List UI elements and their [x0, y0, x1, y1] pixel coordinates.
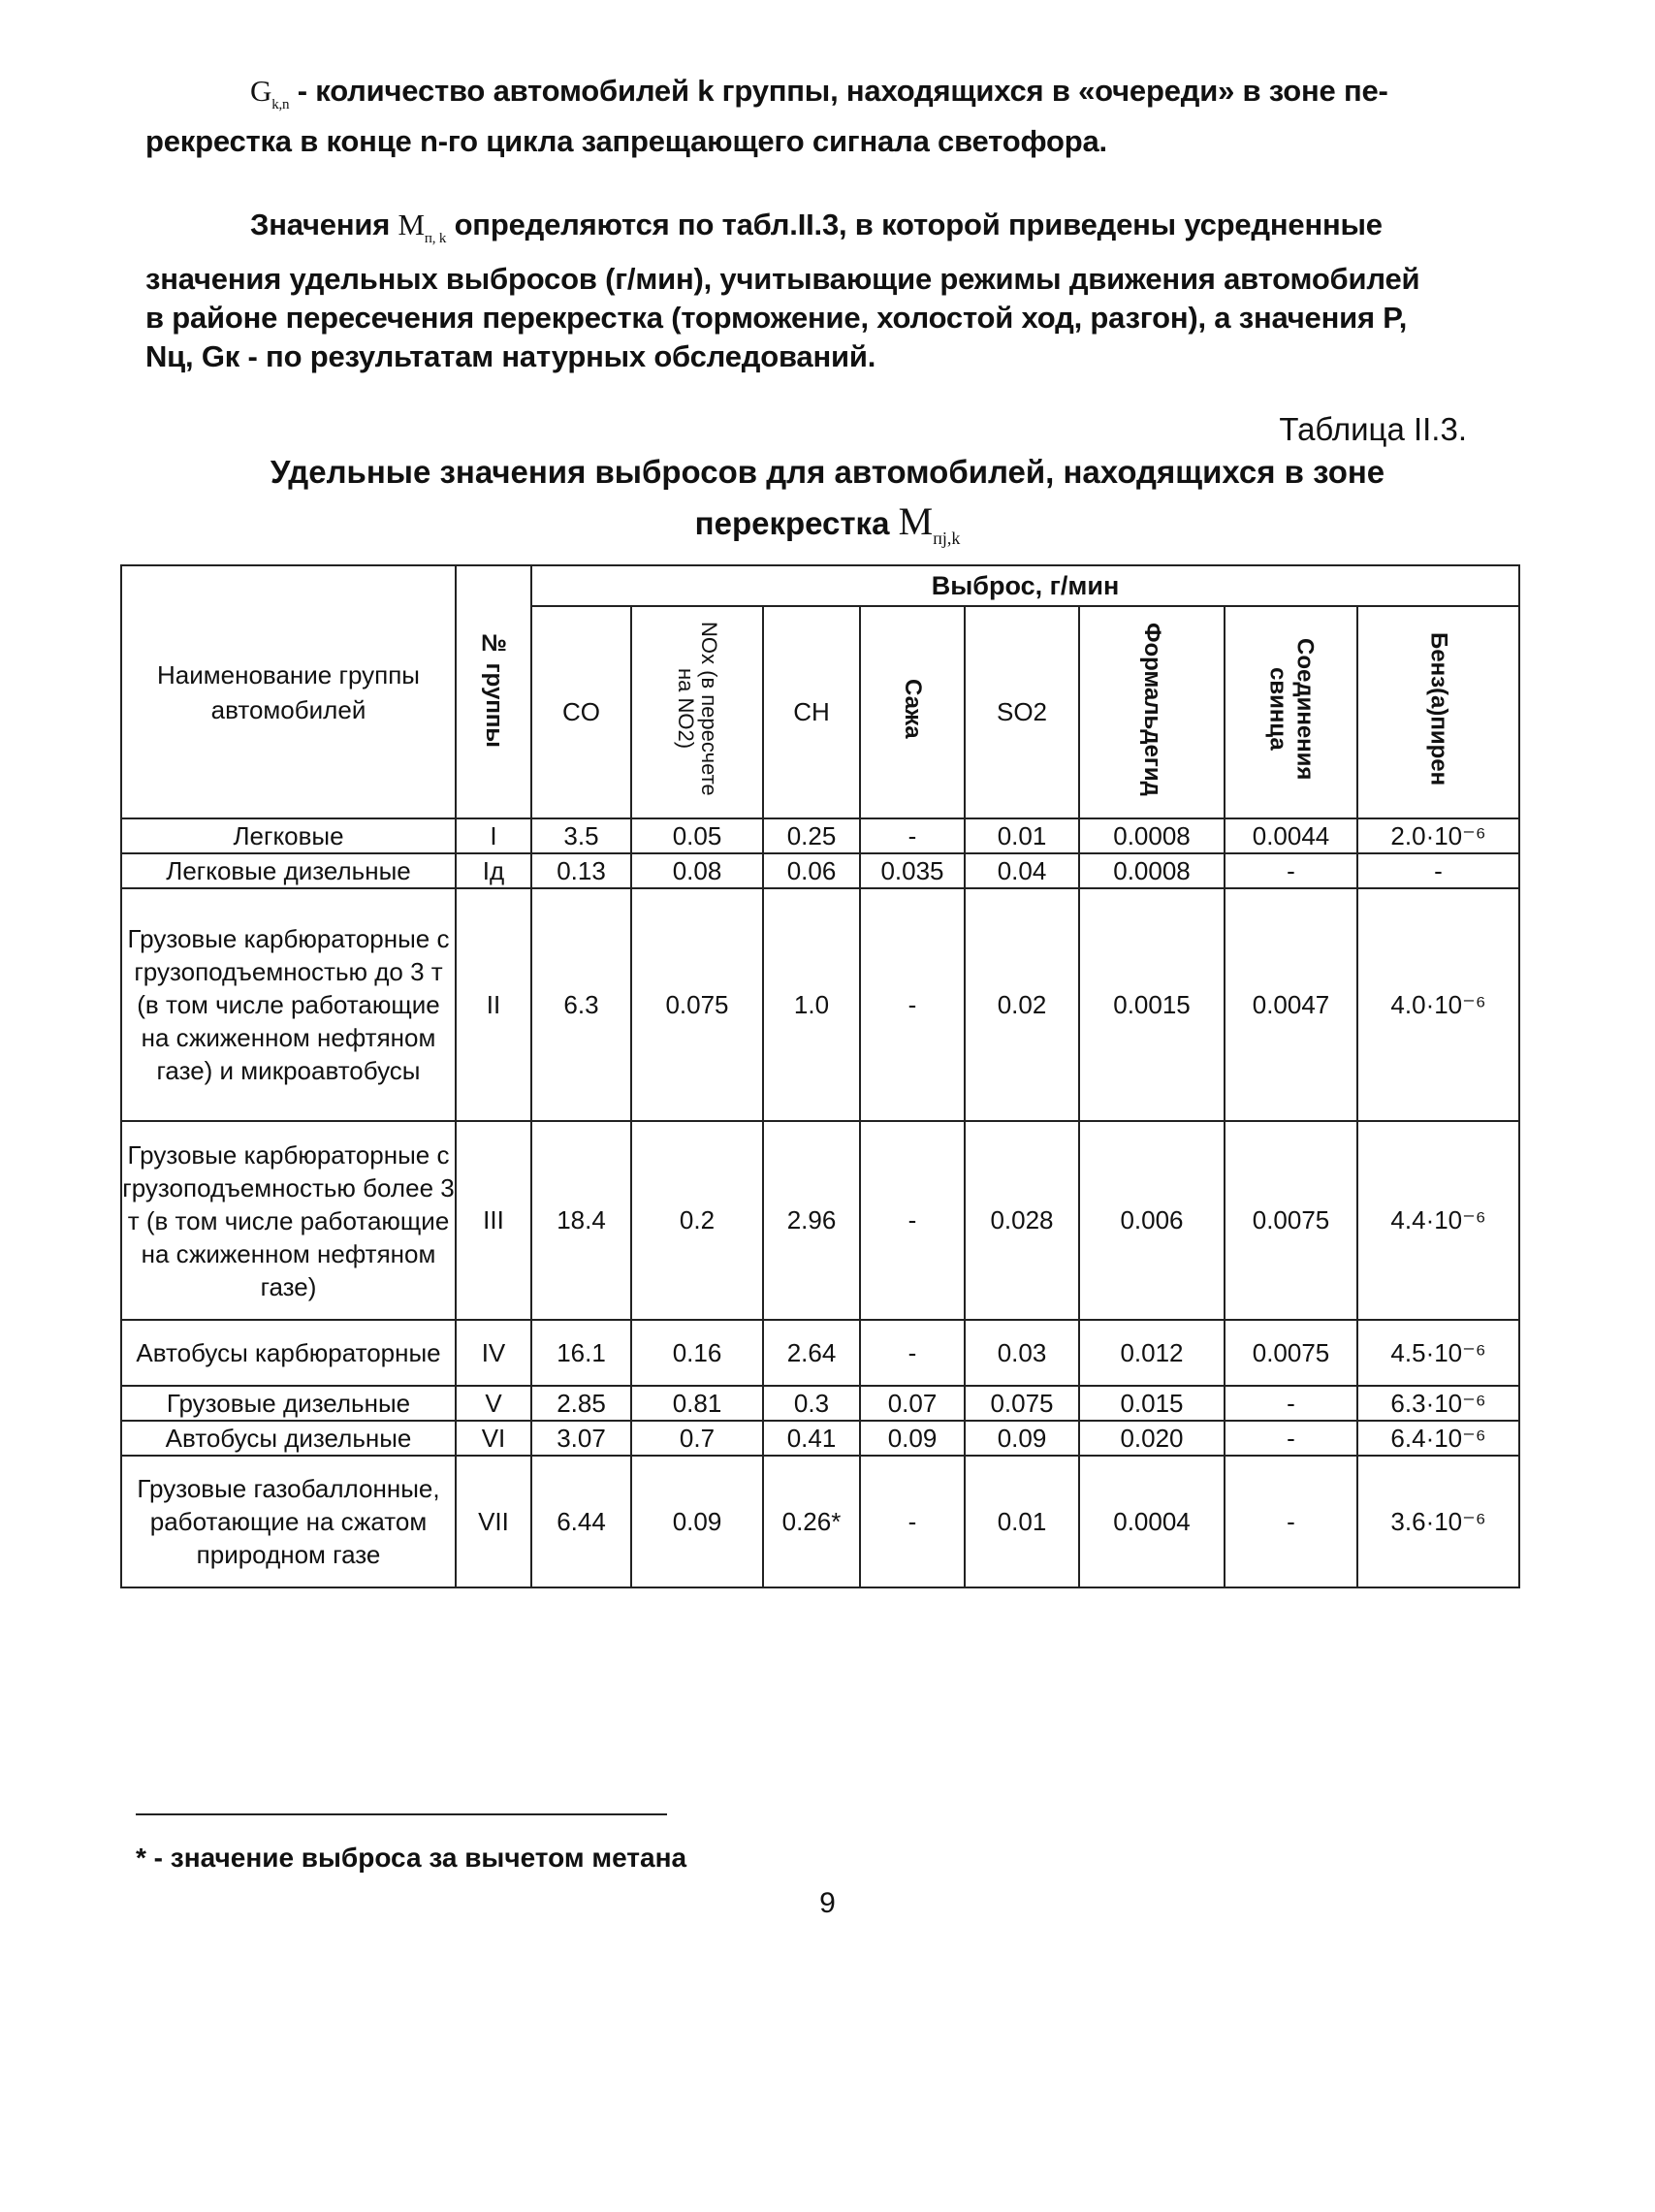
cell: 0.01: [965, 1456, 1079, 1587]
cell: 6.3: [531, 888, 631, 1121]
cell: -: [1225, 853, 1357, 888]
cell: 0.0004: [1079, 1456, 1225, 1587]
cell: 0.09: [965, 1421, 1079, 1456]
cell: 0.06: [763, 853, 860, 888]
row-name: Легковые дизельные: [121, 853, 456, 888]
header-group-name-text: Наименование группы автомобилей: [157, 659, 420, 724]
header-emission: Выброс, г/мин: [531, 565, 1519, 606]
row-name: Грузовые карбюраторные с грузоподъемностью более 3 т (в том числе работающие на сжиженном нефтяном газе): [121, 1121, 456, 1320]
header-group-number-text: № группы: [481, 629, 507, 748]
cell: 0.7: [631, 1421, 763, 1456]
cell: 0.07: [860, 1386, 965, 1421]
cell: 0.01: [965, 818, 1079, 853]
cell: 0.028: [965, 1121, 1079, 1320]
row-name: Автобусы карбюраторные: [121, 1320, 456, 1386]
header-lead: [1225, 606, 1357, 818]
symbol-g: G: [250, 74, 272, 108]
cell: 2.0·10⁻⁶: [1357, 818, 1519, 853]
row-group: VII: [456, 1456, 531, 1587]
cell: -: [860, 818, 965, 853]
cell: 2.96: [763, 1121, 860, 1320]
cell: 0.0075: [1225, 1320, 1357, 1386]
paragraph2-line2: значения удельных выбросов (г/мин), учитывающие режимы движения автомобилей: [145, 262, 1420, 296]
row-name: Грузовые дизельные: [121, 1386, 456, 1421]
table-row: [121, 1121, 1519, 1320]
table-row: [121, 1386, 1519, 1421]
cell: 0.0047: [1225, 888, 1357, 1121]
row-group: Iд: [456, 853, 531, 888]
table-row: [121, 1421, 1519, 1456]
table-row: [121, 1320, 1519, 1386]
emission-table: [120, 564, 1520, 1588]
cell: 0.006: [1079, 1121, 1225, 1320]
header-nox: [631, 606, 763, 818]
cell: 0.13: [531, 853, 631, 888]
table-title-symbol: M: [898, 499, 934, 543]
table-title-line1: Удельные значения выбросов для автомобилей, находящихся в зоне: [270, 454, 1385, 490]
row-group: II: [456, 888, 531, 1121]
cell: 2.64: [763, 1320, 860, 1386]
table-row: [121, 888, 1519, 1121]
row-name: Грузовые газобаллонные, работающие на сжатом природном газе: [121, 1456, 456, 1587]
cell: 6.44: [531, 1456, 631, 1587]
cell: 4.5·10⁻⁶: [1357, 1320, 1519, 1386]
symbol-m-sub: п, k: [424, 231, 447, 246]
row-name: Легковые: [121, 818, 456, 853]
row-name: Автобусы дизельные: [121, 1421, 456, 1456]
header-benzpyrene: [1357, 606, 1519, 818]
cell: 0.2: [631, 1121, 763, 1320]
cell: 6.3·10⁻⁶: [1357, 1386, 1519, 1421]
row-group: IV: [456, 1320, 531, 1386]
row-group: III: [456, 1121, 531, 1320]
cell: 0.3: [763, 1386, 860, 1421]
cell: 2.85: [531, 1386, 631, 1421]
paragraph2-suffix: определяются по табл.II.3, в которой приведены усредненные: [446, 208, 1383, 241]
header-co: CO: [531, 606, 631, 818]
cell: 0.41: [763, 1421, 860, 1456]
paragraph1-line2: рекрестка в конце n-го цикла запрещающего сигнала светофора.: [145, 124, 1107, 158]
cell: 0.0075: [1225, 1121, 1357, 1320]
cell: 0.09: [860, 1421, 965, 1456]
cell: 0.075: [631, 888, 763, 1121]
row-group: I: [456, 818, 531, 853]
cell: 0.0008: [1079, 853, 1225, 888]
cell: -: [860, 1121, 965, 1320]
paragraph2-line4: Nц, Gк - по результатам натурных обследований.: [145, 339, 876, 373]
cell: 0.02: [965, 888, 1079, 1121]
cell: 0.075: [965, 1386, 1079, 1421]
cell: 3.6·10⁻⁶: [1357, 1456, 1519, 1587]
cell: 0.015: [1079, 1386, 1225, 1421]
paragraph2-prefix: Значения: [250, 208, 398, 241]
cell: 0.0044: [1225, 818, 1357, 853]
table-row: [121, 853, 1519, 888]
table-title-text2: перекрестка: [694, 505, 890, 541]
cell: 0.035: [860, 853, 965, 888]
cell: 3.07: [531, 1421, 631, 1456]
cell: 0.0008: [1079, 818, 1225, 853]
paragraph2-line3: в районе пересечения перекрестка (торможение, холостой ход, разгон), а значения P,: [145, 301, 1408, 335]
cell: 4.4·10⁻⁶: [1357, 1121, 1519, 1320]
cell: 16.1: [531, 1320, 631, 1386]
header-lead-text: Соединения свинца: [1264, 637, 1319, 781]
cell: 6.4·10⁻⁶: [1357, 1421, 1519, 1456]
cell: 0.81: [631, 1386, 763, 1421]
table-label: Таблица II.3.: [1279, 411, 1467, 447]
cell: -: [1225, 1456, 1357, 1587]
cell: 18.4: [531, 1121, 631, 1320]
footnote-divider: [136, 1813, 667, 1815]
paragraph1-text1: - количество автомобилей k группы, находящихся в «очереди» в зоне пе-: [289, 74, 1388, 108]
cell: 1.0: [763, 888, 860, 1121]
symbol-g-sub: k,n: [271, 97, 290, 112]
table-title-line2: [0, 498, 1655, 549]
cell: -: [1225, 1386, 1357, 1421]
cell: 0.04: [965, 853, 1079, 888]
header-formaldehyde-text: Формальдегид: [1139, 622, 1165, 796]
header-soot: [860, 606, 965, 818]
row-name: Грузовые карбюраторные с грузоподъемностью до 3 т (в том числе работающие на сжиженном нефтяном газе) и микроавтобусы: [121, 888, 456, 1121]
table-title-symbol-sub: пj,k: [933, 529, 961, 548]
cell: -: [860, 1456, 965, 1587]
row-group: VI: [456, 1421, 531, 1456]
header-group-number: [456, 565, 531, 818]
cell: 4.0·10⁻⁶: [1357, 888, 1519, 1121]
cell: 0.012: [1079, 1320, 1225, 1386]
cell: 0.08: [631, 853, 763, 888]
cell: -: [860, 1320, 965, 1386]
page-number: 9: [819, 1887, 836, 1919]
cell: 0.25: [763, 818, 860, 853]
cell: 0.05: [631, 818, 763, 853]
cell: -: [860, 888, 965, 1121]
header-group-name: [121, 565, 456, 818]
paragraph1-line1: [250, 70, 1388, 126]
cell: -: [1357, 853, 1519, 888]
cell: 0.09: [631, 1456, 763, 1587]
cell: 0.03: [965, 1320, 1079, 1386]
paragraph2-line1: [250, 204, 1383, 260]
row-group: V: [456, 1386, 531, 1421]
table-row: [121, 1456, 1519, 1587]
header-so2: SO2: [965, 606, 1079, 818]
header-benzpyrene-text: Бенз(а)пирен: [1425, 631, 1452, 786]
cell: 3.5: [531, 818, 631, 853]
cell: 0.020: [1079, 1421, 1225, 1456]
table-row: [121, 818, 1519, 853]
header-soot-text: Сажа: [900, 679, 926, 739]
cell: 0.0015: [1079, 888, 1225, 1121]
cell: 0.26*: [763, 1456, 860, 1587]
cell: 0.16: [631, 1320, 763, 1386]
header-formaldehyde: [1079, 606, 1225, 818]
header-nox-text: NOx (в пересчете на NO2): [674, 622, 721, 796]
footnote: * - значение выброса за вычетом метана: [136, 1843, 687, 1873]
header-ch: CH: [763, 606, 860, 818]
symbol-m: M: [398, 208, 425, 241]
cell: -: [1225, 1421, 1357, 1456]
